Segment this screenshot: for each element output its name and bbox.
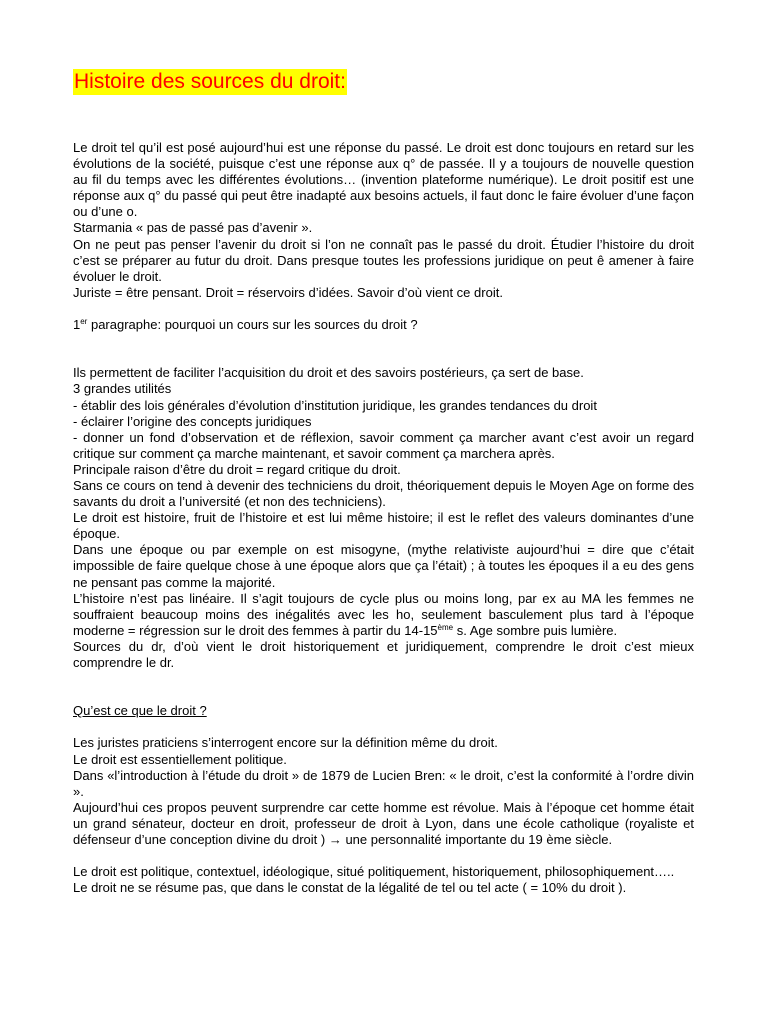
section-paragraph: Principale raison d’être du droit = regard critique du droit. <box>73 461 401 477</box>
intro-paragraph: On ne peut pas penser l’avenir du droit si l’on ne connaît pas le passé du droit. Étudier l’histoire du droit c’est se préparer au futur du droit. Dans presque toutes les professions juridique on peut ê amener à faire évoluer le droit. <box>73 236 694 284</box>
document-body <box>73 140 694 896</box>
section-paragraph: Le droit est histoire, fruit de l’histoire et est lui même histoire; il est le reflet des valeurs dominantes d’une époque. <box>73 510 694 542</box>
section-paragraph: Sans ce cours on tend à devenir des techniciens du droit, théoriquement depuis le Moyen Age on forme des savants du droit a l’université (et non des techniciens). <box>73 477 694 510</box>
section-paragraph: Dans une époque ou par exemple on est misogyne, (mythe relativiste aujourd’hui = dire que c’était impossible de faire quelque chose à une époque alors que ça l’était) ; à toutes les époques il a eu des gens ne pensant pas comme la majorité. <box>73 542 694 590</box>
section-paragraph: Aujourd’hui ces propos peuvent surprendre car cette homme est révolue. Mais à l’époque cet homme était un grand sénateur, docteur en droit, professeur de droit à Lyon, dans une école catholique (royaliste et défenseur d’une conception divine du droit ) → une personnalité importante du 19 ème siècle. <box>73 799 694 848</box>
section-heading-underlined: Qu’est ce que le droit ? <box>73 703 207 719</box>
section-paragraph: Ils permettent de faciliter l’acquisition du droit et des savoirs postérieurs, ça sert de base. <box>73 365 584 381</box>
section-paragraph: Le droit est essentiellement politique. <box>73 751 287 767</box>
section-paragraph: L’histoire n’est pas linéaire. Il s’agit toujours de cycle plus ou moins long, par ex au MA les femmes ne souffraient beaucoup moins des inégalités avec les ho, seulement basculement plus tard à l’époque moderne = régression sur le droit des femmes à partir du 14-15ème s. Age sombre puis lumière. <box>73 590 694 638</box>
intro-paragraph: Juriste = être pensant. Droit = réservoirs d’idées. Savoir d’où vient ce droit. <box>73 284 503 300</box>
intro-paragraph: Starmania « pas de passé pas d’avenir ». <box>73 220 313 236</box>
bullet-item: - éclairer l’origine des concepts juridiques <box>73 413 312 429</box>
section-paragraph: Le droit ne se résume pas, que dans le constat de la légalité de tel ou tel acte ( = 10% du droit ). <box>73 880 627 896</box>
section-paragraph: Le droit est politique, contextuel, idéologique, situé politiquement, historiquement, philosophiquement….. <box>73 864 675 880</box>
bullet-item: - donner un fond d’observation et de réflexion, savoir comment ça marcher avant c’est avoir un regard critique sur comment ça marche maintenant, et savoir comment ça marchera après. <box>73 429 694 461</box>
section-heading: 1er paragraphe: pourquoi un cours sur les sources du droit ? <box>73 317 418 333</box>
section-paragraph: Dans «l’introduction à l’étude du droit » de 1879 de Lucien Bren: « le droit, c’est la conformité à l’ordre divin ». <box>73 767 694 799</box>
page-title: Histoire des sources du droit: <box>74 70 346 93</box>
section-paragraph: Sources du dr, d’où vient le droit historiquement et juridiquement, comprendre le droit c’est mieux comprendre le dr. <box>73 638 694 670</box>
bullet-item: - établir des lois générales d’évolution d’institution juridique, les grandes tendances du droit <box>73 397 597 413</box>
title-block <box>73 69 347 95</box>
intro-paragraph: Le droit tel qu’il est posé aujourd’hui est une réponse du passé. Le droit est donc toujours en retard sur les évolutions de la société, puisque c’est une réponse aux q° de passée. Il y a toujours de nouvelle question au fil du temps avec les différentes évolutions… (invention plateforme numérique). Le droit positif est une réponse aux q° du passé qui peut être inadapté aux besoins actuels, il faut donc le faire évoluer d’une façon ou d’une o. <box>73 140 694 220</box>
section-paragraph: 3 grandes utilités <box>73 381 172 397</box>
section-paragraph: Les juristes praticiens s’interrogent encore sur la définition même du droit. <box>73 735 498 751</box>
